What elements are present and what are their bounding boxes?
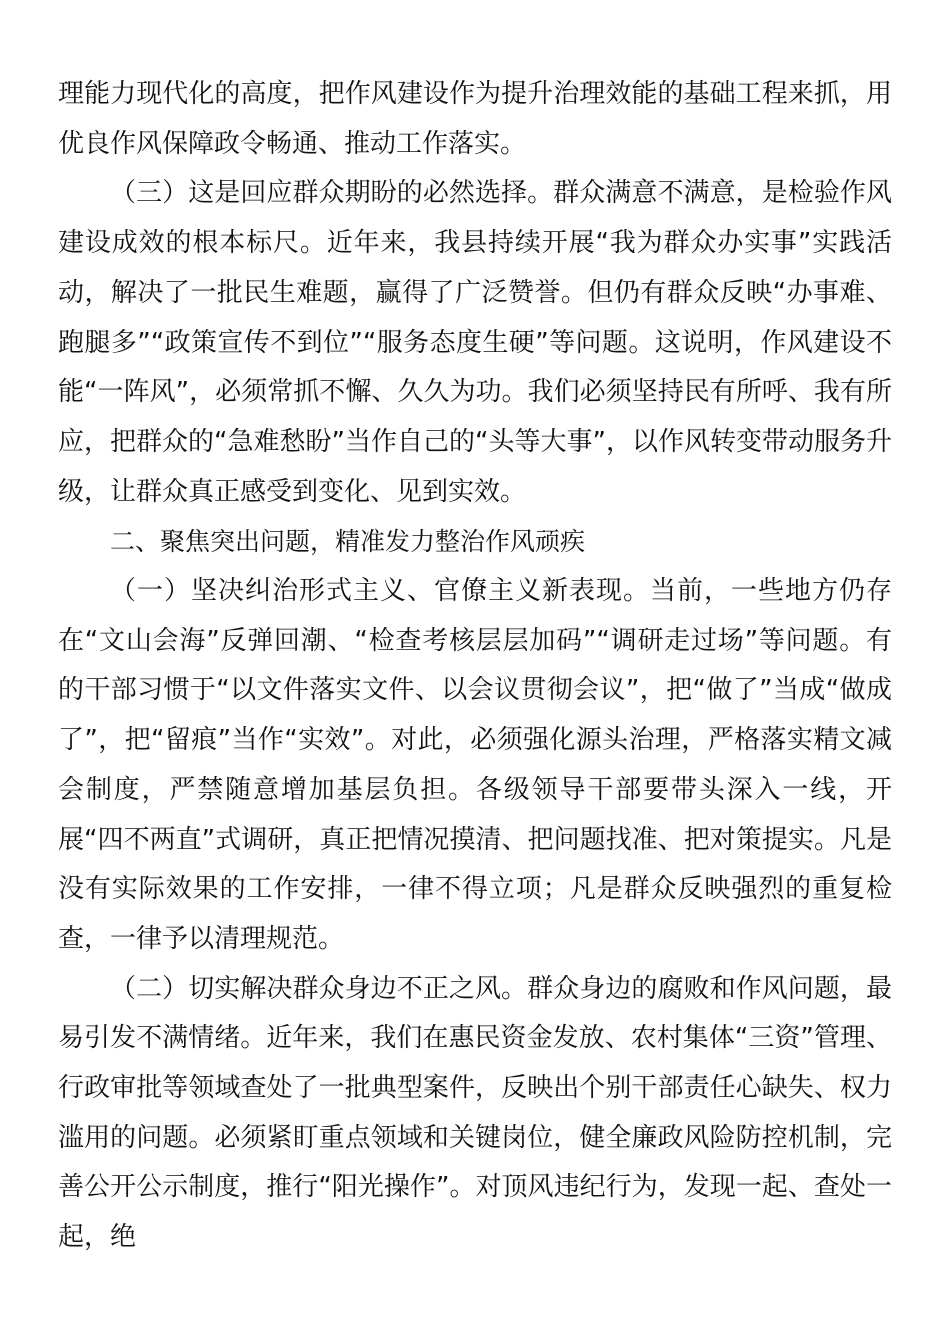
paragraph-continuation: 理能力现代化的高度，把作风建设作为提升治理效能的基础工程来抓，用优良作风保障政令畅通、推动工作落实。 (58, 79, 892, 159)
document-page (58, 70, 892, 1263)
section-heading-2: 二、聚焦突出问题，精准发力整治作风顽疾 (110, 527, 586, 557)
paragraph-subsection-3: （三）这是回应群众期盼的必然选择。群众满意不满意，是检验作风建设成效的根本标尺。近年来，我县持续开展“我为群众办实事”实践活动，解决了一批民生难题，赢得了广泛赞誉。但仍有群众反映“办事难、跑腿多”“政策宣传不到位”“服务态度生硬”等问题。这说明，作风建设不能“一阵风”，必须常抓不懈、久久为功。我们必须坚持民有所呼、我有所应，把群众的“急难愁盼”当作自己的“头等大事”，以作风转变带动服务升级，让群众真正感受到变化、见到实效。 (58, 178, 892, 507)
paragraph-subsection-1: （一）坚决纠治形式主义、官僚主义新表现。当前，一些地方仍存在“文山会海”反弹回潮、“检查考核层层加码”“调研走过场”等问题。有的干部习惯于“以文件落实文件、以会议贯彻会议”，把“做了”当成“做成了”，把“留痕”当作“实效”。对此，必须强化源头治理，严格落实精文减会制度，严禁随意增加基层负担。各级领导干部要带头深入一线，开展“四不两直”式调研，真正把情况摸清、把问题找准、把对策提实。凡是没有实际效果的工作安排，一律不得立项；凡是群众反映强烈的重复检查，一律予以清理规范。 (58, 576, 892, 954)
paragraph-subsection-2: （二）切实解决群众身边不正之风。群众身边的腐败和作风问题，最易引发不满情绪。近年来，我们在惠民资金发放、农村集体“三资”管理、行政审批等领域查处了一批典型案件，反映出个别干部责任心缺失、权力滥用的问题。必须紧盯重点领域和关键岗位，健全廉政风险防控机制，完善公开公示制度，推行“阳光操作”。对顶风违纪行为，发现一起、查处一起，绝 (58, 973, 892, 1253)
